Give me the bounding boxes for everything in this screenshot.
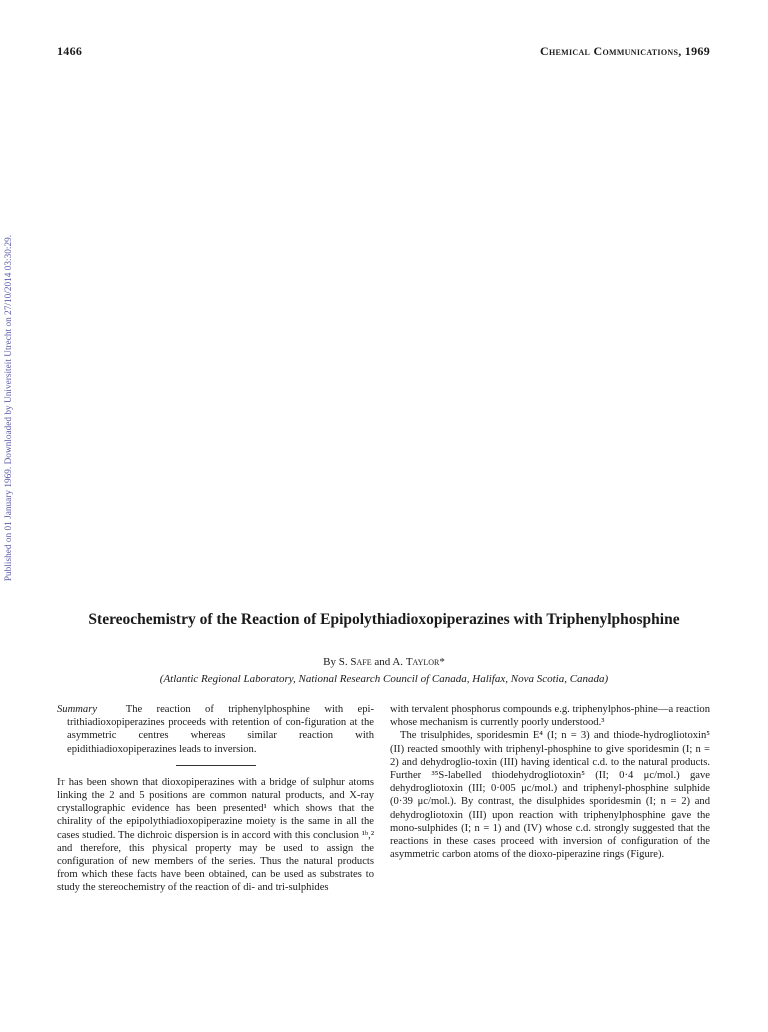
summary-label: Summary [57, 704, 98, 715]
body-text-left: has been shown that dioxopiperazines with a bridge of sulphur atoms linking the 2 and 5 positions are common natural products, and X-ray crystallographic evidence has been presented¹ which shows that the chirality of the epipolythiadioxopiperazine moiety is the same in all the cases studied. The dichroic dispersion is in accord with this conclusion ¹ᵇ,² and therefore, this physical property may be used to assign the configuration of new members of the series. Thus the natural products from which these facts have been obtained, can be used as substrates to study the stereochemistry of the reaction of di- and tri-sulphides [57, 776, 375, 894]
page-number: 1466 [57, 44, 83, 58]
authors-and: and A. [371, 656, 406, 668]
summary-text: The reaction of triphenylphosphine with epi-trithiadioxopiperazines proceeds with retention of con-figuration at the asymmetric centres whereas similar reaction with epidithiadioxopiperazines leads to inversion. [67, 704, 374, 755]
summary-paragraph [57, 703, 374, 756]
body-paragraph-right-1: with tervalent phosphorus compounds e.g. triphenylphos-phine—a reaction whose mechanism is currently poorly understood.³ [390, 704, 710, 729]
article-authors [60, 656, 708, 668]
download-watermark-text[interactable]: Published on 01 January 1969. Downloaded by Universiteit Utrecht on 27/10/2014 03:30:29. [4, 234, 15, 581]
author-safe: Safe [350, 656, 372, 668]
authors-prefix: By S. [323, 656, 351, 668]
section-divider [176, 765, 256, 766]
article-affiliation: (Atlantic Regional Laboratory, National Research Council of Canada, Halifax, Nova Scotia, Canada) [159, 673, 609, 685]
text-column-left [57, 703, 374, 895]
author-taylor: Taylor* [405, 656, 445, 668]
body-paragraph-left [57, 776, 374, 895]
text-column-right [390, 703, 710, 861]
body-lead-word: It [57, 776, 65, 788]
download-watermark [2, 205, 17, 610]
article-title: Stereochemistry of the Reaction of Epipolythiadioxopiperazines with Triphenylphosphine [88, 611, 680, 628]
body-paragraph-right-2: The trisulphides, sporidesmin E⁴ (I; n = 3) and thiode-hydrogliotoxin⁵ (II) reacted smoothly with triphenyl-phosphine to give sporidesmin (I; n = 2) and dehydroglio-toxin (III) having identical c.d. to the natural products. Further ³⁵S-labelled thiodehydrogliotoxin⁵ (II; 0·4 μc/mol.) gave dehydrogliotoxin (III; 0·005 μc/mol.) and triphenyl-phosphine sulphide (0·39 μc/mol.). By contrast, the disulphides sporidesmin (I; n = 2) and dehydrogliotoxin (III) upon reaction with triphenylphosphine gave the mono-sulphides (I; n = 1) and (IV) whose c.d. strongly suggested that the reactions in these cases proceed with inversion of configuration of the asymmetric carbon atoms of the dioxo-piperazine rings (Figure). [390, 730, 710, 861]
running-head-journal: Chemical Communications, 1969 [540, 44, 710, 58]
